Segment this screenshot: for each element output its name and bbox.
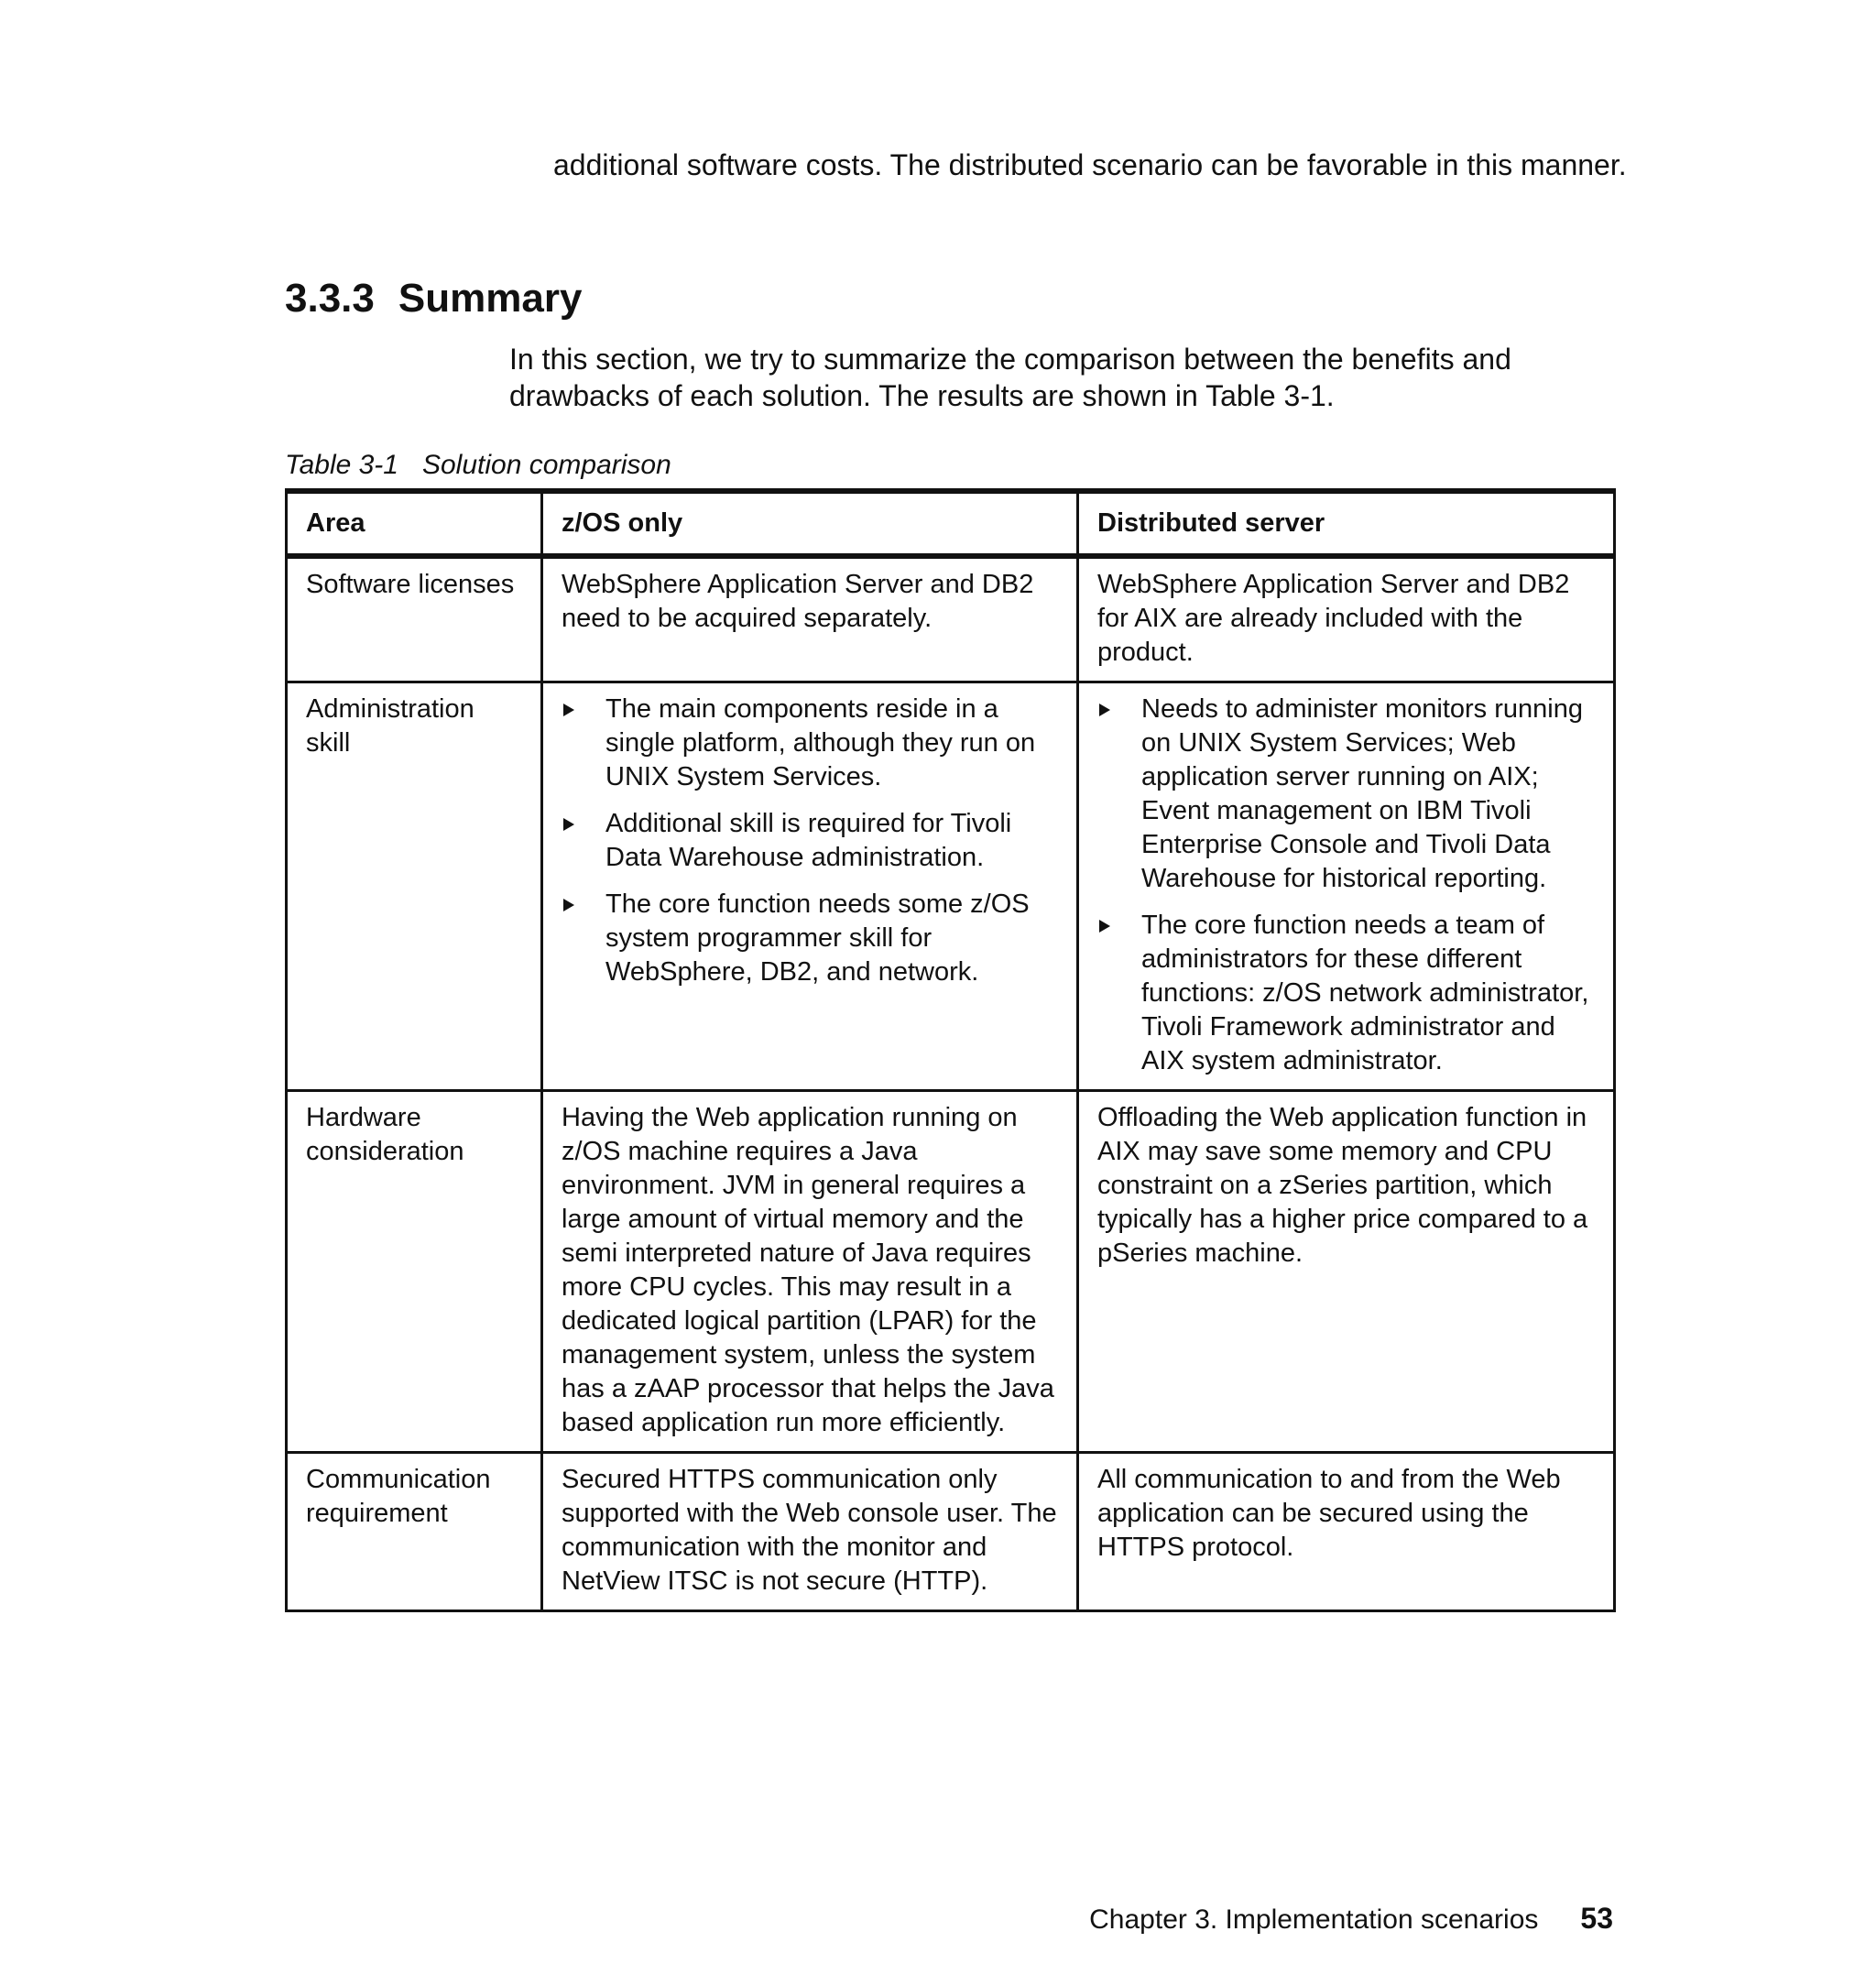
table-row <box>287 1453 1615 1611</box>
table-header-row <box>287 491 1615 556</box>
footer-chapter: Chapter 3. Implementation scenarios <box>1089 1904 1539 1935</box>
bullet-text: The core function needs a team of administrators for these different functions: z/OS network administrator, Tivoli Framework administrator and AIX system administrator. <box>1141 911 1589 1075</box>
triangle-right-icon <box>563 704 574 716</box>
header-zos-only: z/OS only <box>542 491 1078 556</box>
table-caption-number: Table 3-1 <box>285 450 398 480</box>
section-heading <box>285 273 582 324</box>
dist-bullet-list <box>1097 693 1597 1078</box>
triangle-right-icon <box>1099 920 1110 933</box>
page-footer <box>1008 1900 1613 1943</box>
bullet-text: The core function needs some z/OS system programmer skill for WebSphere, DB2, and network. <box>605 889 1030 987</box>
cell-dist <box>1078 682 1615 1091</box>
solution-comparison-table <box>285 488 1616 1612</box>
cell-zos: WebSphere Application Server and DB2 need to be acquired separately. <box>542 556 1078 682</box>
cell-area: Administration skill <box>287 682 542 1091</box>
section-number: 3.3.3 <box>285 276 375 321</box>
triangle-right-icon <box>1099 704 1110 716</box>
cell-area: Hardware consideration <box>287 1091 542 1453</box>
triangle-right-icon <box>563 818 574 831</box>
bullet-item <box>1097 909 1597 1078</box>
cell-area: Communication requirement <box>287 1453 542 1611</box>
page-number: 53 <box>1580 1902 1613 1935</box>
bullet-text: Needs to administer monitors running on UNIX System Services; Web application server running on AIX; Event management on IBM Tivoli Enterprise Console and Tivoli Data Warehouse for historical reporting. <box>1141 694 1583 893</box>
zos-bullet-list <box>562 693 1060 989</box>
bullet-item <box>562 693 1060 794</box>
table-row <box>287 556 1615 682</box>
bullet-item <box>1097 693 1597 896</box>
header-distributed-server: Distributed server <box>1078 491 1615 556</box>
table-caption-title: Solution comparison <box>421 450 671 480</box>
table-row <box>287 1091 1615 1453</box>
cell-dist: Offloading the Web application function in AIX may save some memory and CPU constraint on a zSeries partition, which typically has a higher price compared to a pSeries machine. <box>1078 1091 1615 1453</box>
table-caption <box>285 447 671 484</box>
cell-dist: WebSphere Application Server and DB2 for AIX are already included with the product. <box>1078 556 1615 682</box>
intro-paragraph: additional software costs. The distributed scenario can be favorable in this manner. <box>553 148 1627 181</box>
cell-zos: Having the Web application running on z/OS machine requires a Java environment. JVM in general requires a large amount of virtual memory and the semi interpreted nature of Java requires more CPU cycles. This may result in a dedicated logical partition (LPAR) for the management system, unless the system has a zAAP processor that helps the Java based application run more efficiently. <box>542 1091 1078 1453</box>
triangle-right-icon <box>563 899 574 911</box>
bullet-item <box>562 807 1060 875</box>
table-row <box>287 682 1615 1091</box>
header-area: Area <box>287 491 542 556</box>
cell-area: Software licenses <box>287 556 542 682</box>
section-title: Summary <box>398 276 583 321</box>
cell-zos: Secured HTTPS communication only supported with the Web console user. The communication with the monitor and NetView ITSC is not secure (HTTP). <box>542 1453 1078 1611</box>
summary-paragraph: In this section, we try to summarize the comparison between the benefits and drawbacks of each solution. The results are shown in Table 3-1. <box>509 343 1511 412</box>
cell-dist: All communication to and from the Web application can be secured using the HTTPS protocol. <box>1078 1453 1615 1611</box>
cell-zos <box>542 682 1078 1091</box>
bullet-text: The main components reside in a single platform, although they run on UNIX System Services. <box>605 694 1036 791</box>
bullet-item <box>562 888 1060 989</box>
bullet-text: Additional skill is required for Tivoli Data Warehouse administration. <box>605 809 1012 872</box>
